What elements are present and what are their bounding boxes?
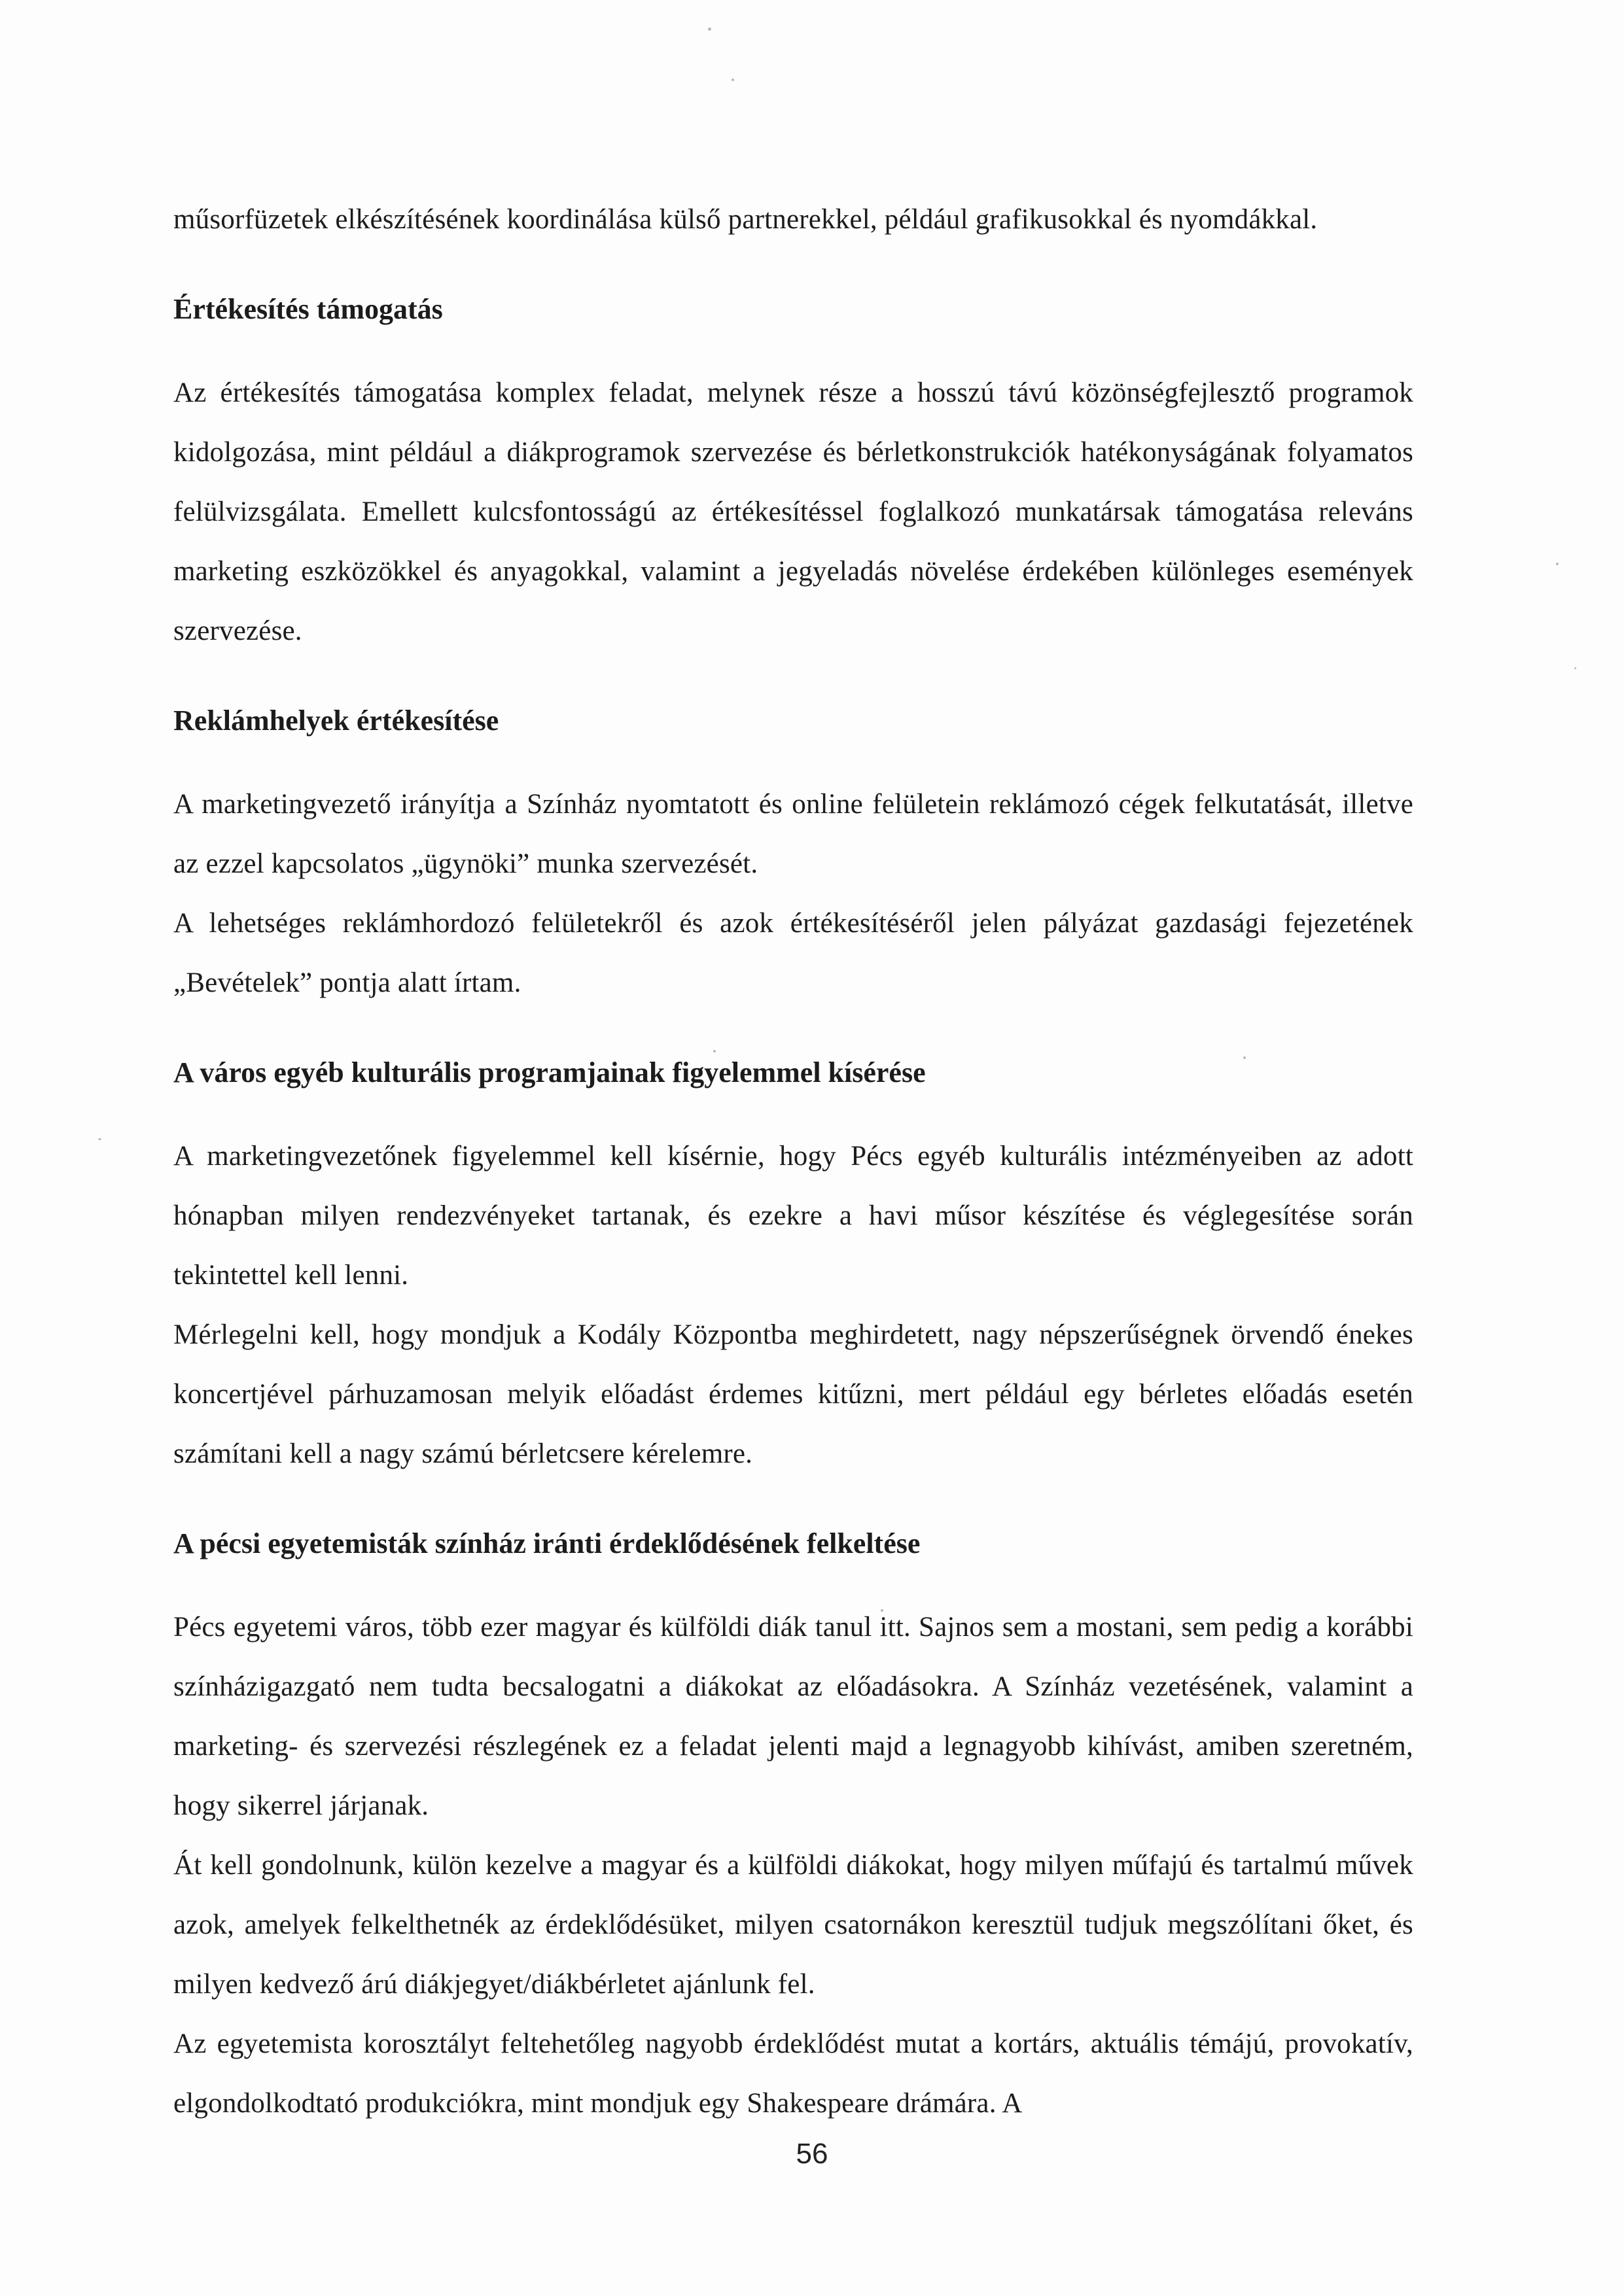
paragraph-text: A lehetséges reklámhordozó felületekről és azok értékesítéséről jelen pályázat gazdasági fejezetének „Bevételek” pontja alatt írtam. (173, 908, 1413, 998)
section-heading-university-students: A pécsi egyetemisták színház iránti érdeklődésének felkeltése (173, 1527, 921, 1559)
scan-speck (1574, 667, 1576, 669)
paragraph-university-students (173, 1597, 1413, 2133)
paragraph-intro-continuation (173, 190, 1413, 249)
document-body (173, 190, 1413, 2133)
scan-speck (1556, 563, 1559, 565)
paragraph-city-cultural-programs (173, 1126, 1413, 1484)
paragraph-sales-support (173, 363, 1413, 661)
paragraph-text: Az értékesítés támogatása komplex feladat, melynek része a hosszú távú közönségfejlesztő programok kidolgozása, mint például a diákprogramok szervezése és bérletkonstrukciók hatékonyságának folyamatos felülvizsgálata. Emellett kulcsfontosságú az értékesítéssel foglalkozó munkatársak támogatása releváns marketing eszközökkel és anyagokkal, valamint a jegyeladás növelése érdekében különleges események szervezése. (173, 377, 1413, 646)
paragraph-text: A marketingvezető irányítja a Színház nyomtatott és online felületein reklámozó cégek felkutatását, illetve az ezzel kapcsolatos „ügynöki” munka szervezését. (173, 789, 1413, 879)
paragraph-text: Át kell gondolnunk, külön kezelve a magyar és a külföldi diákokat, hogy milyen műfajú és tartalmú művek azok, amelyek felkelthetnék az érdeklődésüket, milyen csatornákon keresztül tudjuk megszólítani őket, és milyen kedvező árú diákjegyet/diákbérletet ajánlunk fel. (173, 1850, 1413, 2000)
paragraph-text: Mérlegelni kell, hogy mondjuk a Kodály Központba meghirdetett, nagy népszerűségnek örvendő énekes koncertjével párhuzamosan melyik előadást érdemes kitűzni, mert például egy bérletes előadás esetén számítani kell a nagy számú bérletcsere kérelemre. (173, 1319, 1413, 1469)
section-heading-ad-space-sales: Reklámhelyek értékesítése (173, 704, 499, 737)
page-number: 56 (796, 2138, 828, 2170)
section-heading-sales-support: Értékesítés támogatás (173, 293, 443, 325)
scan-speck (98, 1138, 101, 1140)
paragraph-text: műsorfüzetek elkészítésének koordinálása külső partnerekkel, például grafikusokkal és nyomdákkal. (173, 204, 1318, 235)
paragraph-text: A marketingvezetőnek figyelemmel kell kísérnie, hogy Pécs egyéb kulturális intézményeiben az adott hónapban milyen rendezvényeket tartanak, és ezekre a havi műsor készítése és véglegesítése során tekintettel kell lenni. (173, 1141, 1413, 1291)
scan-speck (708, 27, 711, 31)
scan-speck (732, 78, 734, 81)
paragraph-text: Az egyetemista korosztályt feltehetőleg nagyobb érdeklődést mutat a kortárs, aktuális témájú, provokatív, elgondolkodtató produkciókra, mint mondjuk egy Shakespeare drámára. A (173, 2028, 1413, 2119)
paragraph-ad-space-sales (173, 774, 1413, 1013)
section-heading-city-cultural-programs: A város egyéb kulturális programjainak figyelemmel kísérése (173, 1056, 926, 1088)
paragraph-text: Pécs egyetemi város, több ezer magyar és külföldi diák tanul itt. Sajnos sem a mostani, sem pedig a korábbi színházigazgató nem tudta becsalogatni a diákokat az előadásokra. A Színház vezetésének, valamint a marketing- és szervezési részlegének ez a feladat jelenti majd a legnagyobb kihívást, amiben szeretném, hogy sikerrel járjanak. (173, 1612, 1413, 1821)
